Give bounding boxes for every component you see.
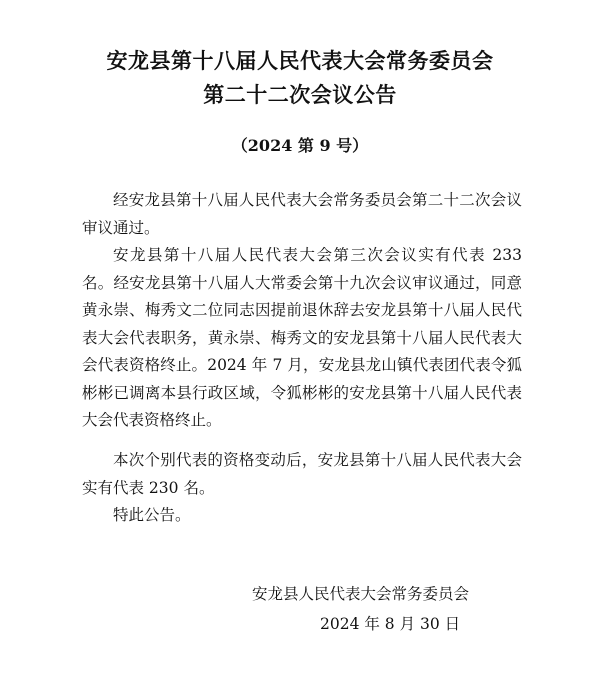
signer: 安龙县人民代表大会常务委员会 — [252, 585, 470, 603]
document-title-line-1: 安龙县第十八届人民代表大会常务委员会 — [106, 49, 494, 73]
document-title-line-2: 第二十二次会议公告 — [203, 83, 397, 107]
document-number: （2024 第 9 号） — [231, 136, 369, 155]
paragraph-closing: 特此公告。 — [113, 506, 191, 524]
paragraph-representative-changes: 安龙县第十八届人民代表大会第三次会议实有代表 233 名。经安龙县第十八届人大常委会第十九次会议审议通过，同意黄永崇、梅秀文二位同志因提前退休辞去安龙县第十八届人民代表大会代表职务，黄永崇、梅秀文的安龙县第十八届人民代表大会代表资格终止。2024 年 7 月，安龙县龙山镇代表团代表令狐彬彬已调离本县行政区域，令狐彬彬的安龙县第十八届人民代表大会代表资格终止。 — [82, 246, 522, 429]
paragraph-approval: 经安龙县第十八届人民代表大会常务委员会第二十二次会议审议通过。 — [82, 191, 522, 237]
paragraph-current-count: 本次个别代表的资格变动后，安龙县第十八届人民代表大会实有代表 230 名。 — [82, 451, 522, 497]
issue-date: 2024 年 8 月 30 日 — [320, 615, 461, 633]
